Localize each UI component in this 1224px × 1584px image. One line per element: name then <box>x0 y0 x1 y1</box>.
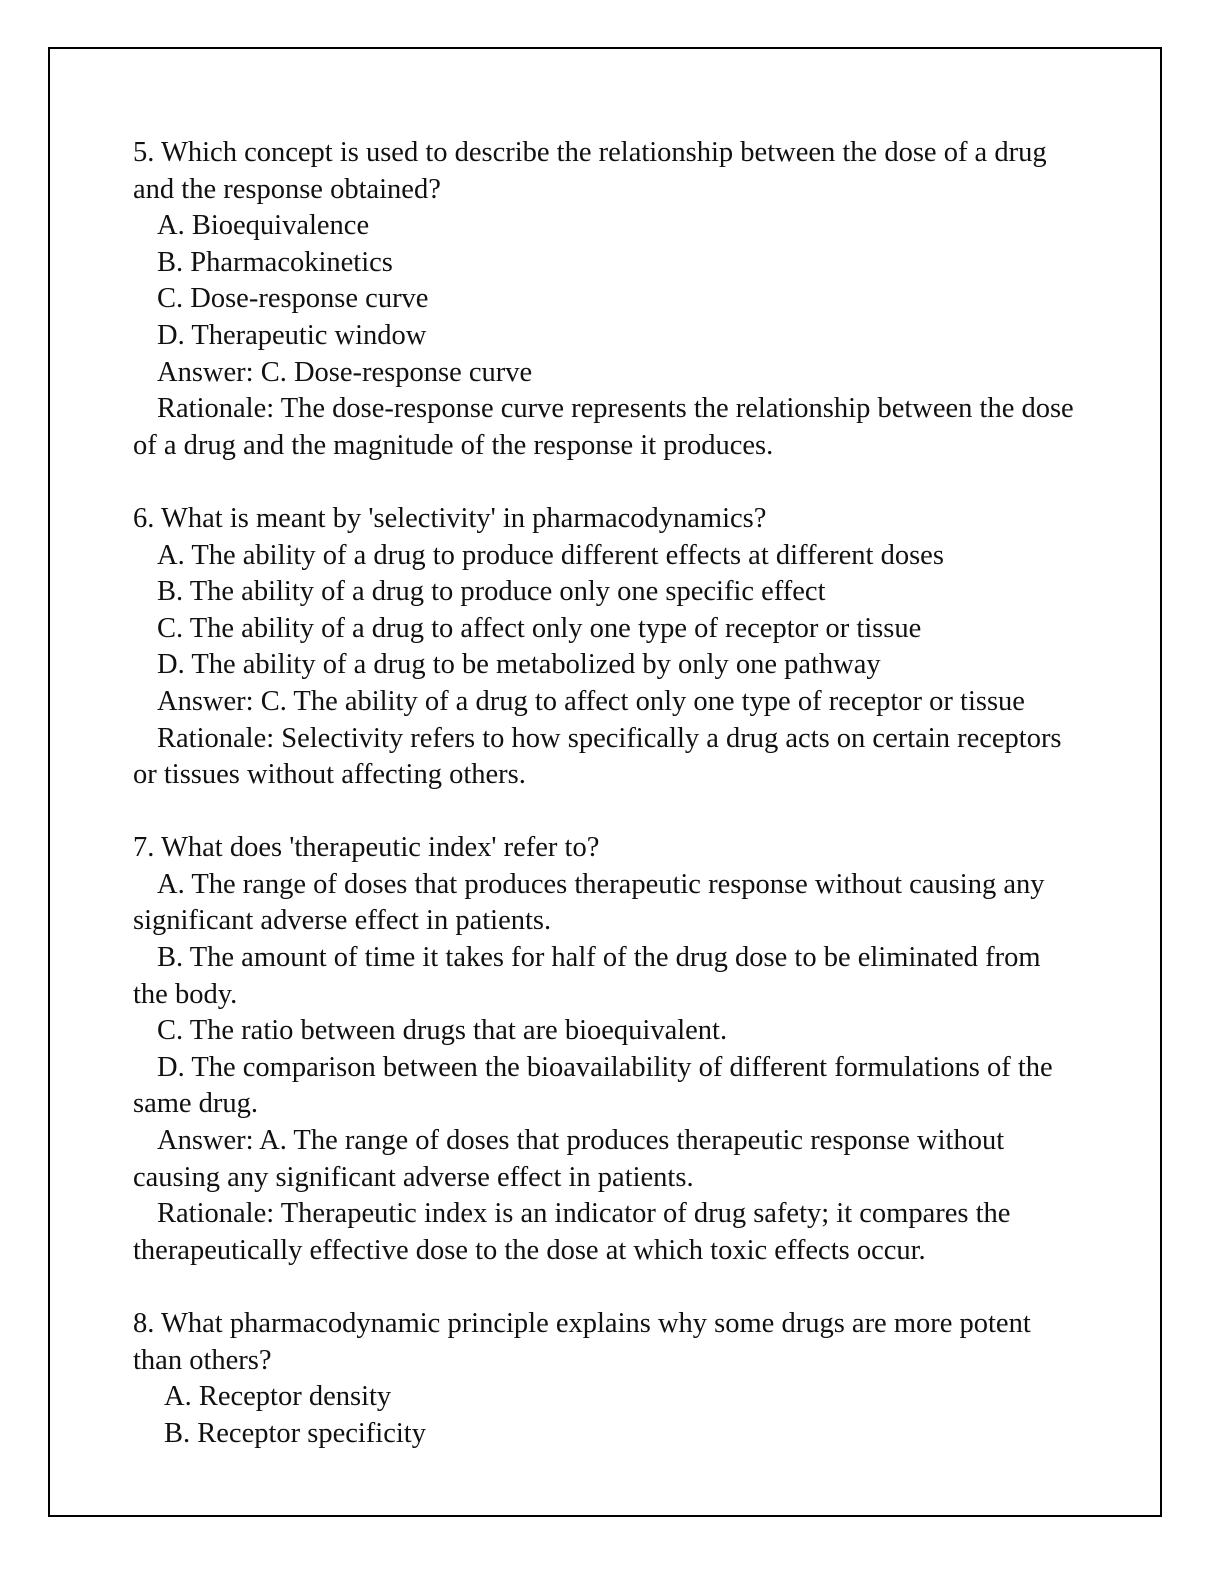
option-c: C. The ratio between drugs that are bioequivalent. <box>157 1015 728 1047</box>
question-stem: 7. What does 'therapeutic index' refer to? <box>133 832 600 864</box>
option-a: A. The range of doses that produces therapeutic response without causing any significant adverse effect in patients. <box>133 868 1045 937</box>
option-d: D. Therapeutic window <box>157 319 427 351</box>
rationale: Rationale: Therapeutic index is an indicator of drug safety; it compares the therapeutically effective dose to the dose at which toxic effects occur. <box>133 1198 1011 1266</box>
question-stem: 6. What is meant by 'selectivity' in pharmacodynamics? <box>133 502 767 534</box>
option-c: C. Dose-response curve <box>157 283 429 315</box>
document-body <box>133 135 1078 1489</box>
option-d: D. The ability of a drug to be metabolized by only one pathway <box>157 649 881 681</box>
answer: Answer: A. The range of doses that produces therapeutic response without causing any significant adverse effect in patients. <box>133 1125 1005 1193</box>
question-stem: 5. Which concept is used to describe the relationship between the dose of a drug and the response obtained? <box>133 137 1047 205</box>
option-d: D. The comparison between the bioavailability of different formulations of the same drug. <box>133 1051 1053 1120</box>
question-7 <box>133 830 1078 1269</box>
option-b: B. Receptor specificity <box>164 1417 426 1449</box>
question-6 <box>133 501 1078 794</box>
question-5 <box>133 135 1078 464</box>
rationale: Rationale: The dose-response curve represents the relationship between the dose of a drug and the magnitude of the response it produces. <box>133 393 1074 461</box>
answer: Answer: C. The ability of a drug to affect only one type of receptor or tissue <box>157 685 1025 717</box>
option-b: B. The amount of time it takes for half of the drug dose to be eliminated from the body. <box>133 942 1041 1010</box>
option-a: A. Receptor density <box>164 1381 392 1413</box>
question-8 <box>133 1306 1078 1452</box>
option-b: B. The ability of a drug to produce only one specific effect <box>157 576 826 608</box>
question-stem: 8. What pharmacodynamic principle explains why some drugs are more potent than others? <box>133 1308 1031 1376</box>
option-c: C. The ability of a drug to affect only one type of receptor or tissue <box>157 612 922 644</box>
option-b: B. Pharmacokinetics <box>157 246 393 278</box>
option-a: A. The ability of a drug to produce different effects at different doses <box>157 539 944 571</box>
rationale: Rationale: Selectivity refers to how specifically a drug acts on certain receptors or tissues without affecting others. <box>133 722 1062 791</box>
option-a: A. Bioequivalence <box>157 210 370 242</box>
answer: Answer: C. Dose-response curve <box>157 356 533 388</box>
